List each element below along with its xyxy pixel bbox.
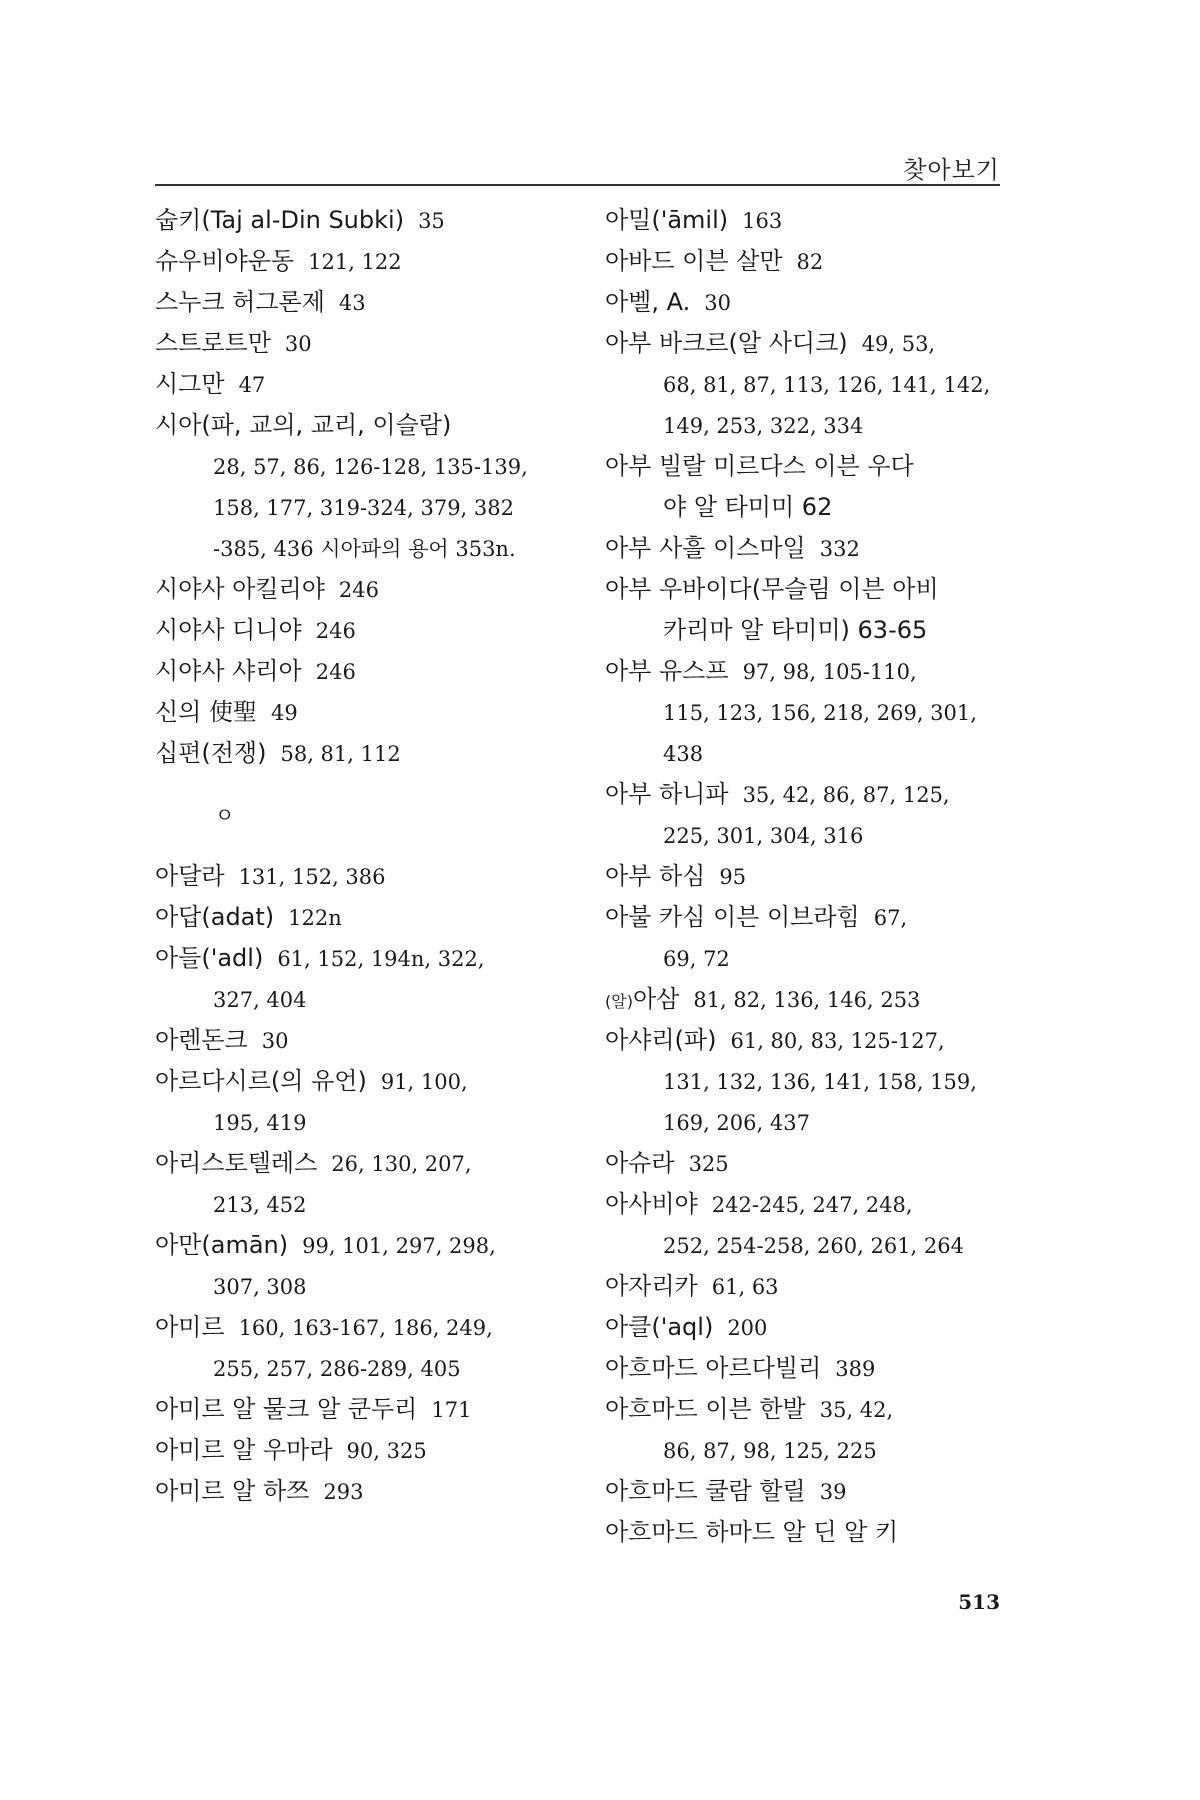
index-entry — [155, 364, 575, 405]
entry-pages: 99, 101, 297, 298, — [302, 1234, 496, 1258]
index-entry — [155, 1020, 575, 1061]
entry-pages: 332 — [819, 537, 860, 561]
entry-term: 아부 하심 — [605, 862, 706, 890]
index-entry — [605, 1389, 1025, 1430]
entry-term: 슈우비야운동 — [155, 247, 295, 275]
entry-pages: 225, 301, 304, 316 — [663, 824, 864, 848]
index-continuation-line — [155, 1102, 575, 1143]
entry-pages: 131, 152, 386 — [238, 865, 386, 889]
index-entry — [605, 1266, 1025, 1307]
index-entry — [605, 1348, 1025, 1389]
entry-term: 아미르 알 물크 알 쿤두리 — [155, 1395, 418, 1423]
entry-term: 십편(전쟁) — [155, 739, 267, 767]
entry-pages: 81, 82, 136, 146, 253 — [693, 988, 921, 1012]
index-entry — [155, 1430, 575, 1471]
entry-term: 아부 하니파 — [605, 780, 729, 808]
index-entry — [155, 938, 575, 979]
entry-pages: 115, 123, 156, 218, 269, 301, — [663, 701, 977, 725]
index-entry — [605, 446, 1025, 487]
entry-term: 아흐마드 하마드 알 딘 알 키 — [605, 1518, 899, 1546]
index-entry — [605, 1512, 1025, 1553]
entry-pages: 200 — [727, 1316, 768, 1340]
entry-pages: 86, 87, 98, 125, 225 — [663, 1439, 877, 1463]
index-continuation-line — [155, 528, 575, 569]
left-entries-before — [155, 200, 575, 774]
entry-term: 스누크 허그론제 — [155, 288, 325, 316]
entry-pages: 61, 152, 194n, 322, — [277, 947, 485, 971]
index-continuation-line — [155, 1184, 575, 1225]
entry-pages: 야 알 타미미 62 — [663, 493, 833, 521]
entry-term: 아부 유스프 — [605, 657, 729, 685]
entry-pages: 252, 254-258, 260, 261, 264 — [663, 1234, 964, 1258]
index-entry — [605, 1143, 1025, 1184]
index-entry — [605, 1471, 1025, 1512]
entry-term: 시아(파, 교의, 교리, 이슬람) — [155, 411, 452, 439]
entry-term: 아슈라 — [605, 1149, 675, 1177]
entry-pages: 82 — [796, 250, 824, 274]
index-continuation-line — [605, 487, 1025, 528]
index-continuation-line — [155, 979, 575, 1020]
entry-pages: 438 — [663, 742, 704, 766]
entry-term: 시야사 아킬리야 — [155, 575, 325, 603]
entry-pages: 26, 130, 207, — [331, 1152, 472, 1176]
entry-term: 숩키(Taj al-Din Subki) — [155, 206, 405, 234]
entry-term: 아클('aql) — [605, 1313, 714, 1341]
index-entry — [155, 282, 575, 323]
entry-term: 아삼 — [632, 985, 680, 1013]
index-continuation-line — [155, 1348, 575, 1389]
entry-pages: 213, 452 — [213, 1193, 307, 1217]
index-entry — [155, 692, 575, 733]
entry-pages: 246 — [338, 578, 380, 602]
entry-pages: 160, 163-167, 186, 249, — [238, 1316, 493, 1340]
entry-term: 시야사 샤리아 — [155, 657, 302, 685]
entry-pages: 39 — [819, 1480, 847, 1504]
entry-term: 아부 우바이다(무슬림 이븐 아비 — [605, 575, 939, 603]
index-entry — [155, 733, 575, 774]
entry-pages: 49, 53, — [861, 332, 936, 356]
index-entry — [155, 200, 575, 241]
entry-pages: 35, 42, — [819, 1398, 894, 1422]
index-continuation-line — [605, 1061, 1025, 1102]
entry-term: 아달라 — [155, 862, 225, 890]
entry-pages: 195, 419 — [213, 1111, 307, 1135]
index-entry — [155, 405, 575, 446]
index-entry — [155, 1471, 575, 1512]
entry-term: 아만(amān) — [155, 1231, 289, 1259]
entry-term: 신의 使聖 — [155, 698, 257, 726]
section-letter: ㅇ — [215, 803, 235, 827]
index-entry — [605, 241, 1025, 282]
entry-pages: 30 — [284, 332, 312, 356]
index-entry — [155, 1307, 575, 1348]
entry-pages: 131, 132, 136, 141, 158, 159, — [663, 1070, 977, 1094]
entry-term: 아렌돈크 — [155, 1026, 248, 1054]
entry-term: 아미르 알 우마라 — [155, 1436, 333, 1464]
entry-term: 아부 빌랄 미르다스 이븐 우다 — [605, 452, 914, 480]
index-entry — [155, 323, 575, 364]
entry-pages: 30 — [261, 1029, 289, 1053]
entry-pages: 28, 57, 86, 126-128, 135-139, — [213, 455, 528, 479]
entry-pages: 49 — [271, 701, 298, 725]
entry-term: 시야사 디니야 — [155, 616, 302, 644]
index-entry — [155, 1389, 575, 1430]
entry-pages: 122n — [288, 906, 342, 930]
entry-term: 아들('adl) — [155, 944, 264, 972]
entry-pages: 121, 122 — [308, 250, 402, 274]
index-entry — [155, 241, 575, 282]
entry-term: 아밀('āmil) — [605, 206, 729, 234]
entry-pages: 68, 81, 87, 113, 126, 141, 142, — [663, 373, 991, 397]
page-number: 513 — [958, 1590, 1000, 1614]
entry-pages: 카리마 알 타미미) 63-65 — [663, 616, 928, 644]
index-entry — [155, 651, 575, 692]
index-entry — [155, 897, 575, 938]
entry-pages: 91, 100, — [380, 1070, 468, 1094]
entry-pages: 35 — [418, 209, 445, 233]
right-index-column — [605, 200, 1025, 1553]
index-entry — [605, 323, 1025, 364]
entry-term: 아자리카 — [605, 1272, 698, 1300]
index-entry — [605, 979, 1025, 1020]
entry-pages: 95 — [719, 865, 747, 889]
entry-pages: 69, 72 — [663, 947, 730, 971]
index-entry — [605, 897, 1025, 938]
index-entry — [155, 569, 575, 610]
entry-pages: 43 — [338, 291, 366, 315]
entry-pages: 47 — [238, 373, 266, 397]
entry-pages: 246 — [315, 660, 356, 684]
entry-term: 시그만 — [155, 370, 225, 398]
index-continuation-line — [605, 405, 1025, 446]
index-entry — [605, 1307, 1025, 1348]
entry-pages: 307, 308 — [213, 1275, 307, 1299]
entry-pages: 158, 177, 319-324, 379, 382 — [213, 496, 514, 520]
index-entry — [605, 856, 1025, 897]
entry-pages: 90, 325 — [346, 1439, 427, 1463]
index-continuation-line — [605, 364, 1025, 405]
index-continuation-line — [605, 938, 1025, 979]
entry-pages: 97, 98, 105-110, — [742, 660, 917, 684]
entry-pages: 325 — [688, 1152, 729, 1176]
entry-term: 아바드 이븐 살만 — [605, 247, 783, 275]
index-entry — [605, 1184, 1025, 1225]
entry-pages: 61, 80, 83, 125-127, — [730, 1029, 945, 1053]
index-entry — [605, 282, 1025, 323]
entry-pages: 35, 42, 86, 87, 125, — [742, 783, 950, 807]
index-entry — [155, 1061, 575, 1102]
index-entry — [605, 569, 1025, 610]
entry-pages: 327, 404 — [213, 988, 307, 1012]
index-continuation-line — [605, 1430, 1025, 1471]
index-entry — [605, 528, 1025, 569]
index-entry — [605, 774, 1025, 815]
entry-pages: 242-245, 247, 248, — [711, 1193, 913, 1217]
entry-term: 아미르 — [155, 1313, 225, 1341]
index-continuation-line — [155, 1266, 575, 1307]
index-entry — [605, 1020, 1025, 1061]
index-entry — [155, 1143, 575, 1184]
header-rule — [155, 184, 1000, 186]
entry-pages: 30 — [704, 291, 731, 315]
entry-term: 아샤리(파) — [605, 1026, 717, 1054]
entry-pages: 255, 257, 286-289, 405 — [213, 1357, 461, 1381]
index-continuation-line — [605, 692, 1025, 733]
entry-term: 아흐마드 쿨람 할릴 — [605, 1477, 806, 1505]
entry-term: 아리스토텔레스 — [155, 1149, 318, 1177]
index-continuation-line — [605, 1102, 1025, 1143]
index-entry — [605, 651, 1025, 692]
index-continuation-line — [155, 446, 575, 487]
entry-pages: 67, — [873, 906, 908, 930]
entry-term: 아답(adat) — [155, 903, 275, 931]
left-entries-after — [155, 856, 575, 1512]
index-continuation-line — [605, 1225, 1025, 1266]
entry-prefix: (알) — [605, 992, 633, 1011]
index-continuation-line — [605, 815, 1025, 856]
entry-term: 아르다시르(의 유언) — [155, 1067, 367, 1095]
entry-pages: 171 — [431, 1398, 472, 1422]
entry-pages: 169, 206, 437 — [663, 1111, 810, 1135]
entry-term: 아부 바크르(알 사디크) — [605, 329, 848, 357]
running-head: 찾아보기 — [903, 156, 1000, 184]
entry-pages: 61, 63 — [711, 1275, 779, 1299]
entry-pages: 293 — [323, 1480, 364, 1504]
entry-pages: 149, 253, 322, 334 — [663, 414, 864, 438]
index-entry — [155, 1225, 575, 1266]
index-entry — [605, 200, 1025, 241]
entry-term: 아흐마드 아르다빌리 — [605, 1354, 822, 1382]
right-entries — [605, 200, 1025, 1553]
entry-pages: 246 — [315, 619, 356, 643]
entry-term: 아벨, A. — [605, 288, 691, 316]
left-index-column — [155, 200, 575, 1512]
entry-term: 아미르 알 하쯔 — [155, 1477, 310, 1505]
entry-term: 아부 사흘 이스마일 — [605, 534, 806, 562]
index-continuation-line — [605, 733, 1025, 774]
entry-term: 아불 카심 이븐 이브라힘 — [605, 903, 860, 931]
entry-pages: 58, 81, 112 — [280, 742, 401, 766]
entry-term: 스트로트만 — [155, 329, 271, 357]
index-continuation-line — [605, 610, 1025, 651]
index-continuation-line — [155, 487, 575, 528]
entry-term: 아흐마드 이븐 한발 — [605, 1395, 806, 1423]
index-entry — [155, 610, 575, 651]
entry-term: 아사비야 — [605, 1190, 698, 1218]
index-entry — [155, 856, 575, 897]
entry-pages: -385, 436 시아파의 용어 353n. — [213, 537, 516, 561]
entry-pages: 163 — [742, 209, 783, 233]
entry-pages: 389 — [835, 1357, 876, 1381]
